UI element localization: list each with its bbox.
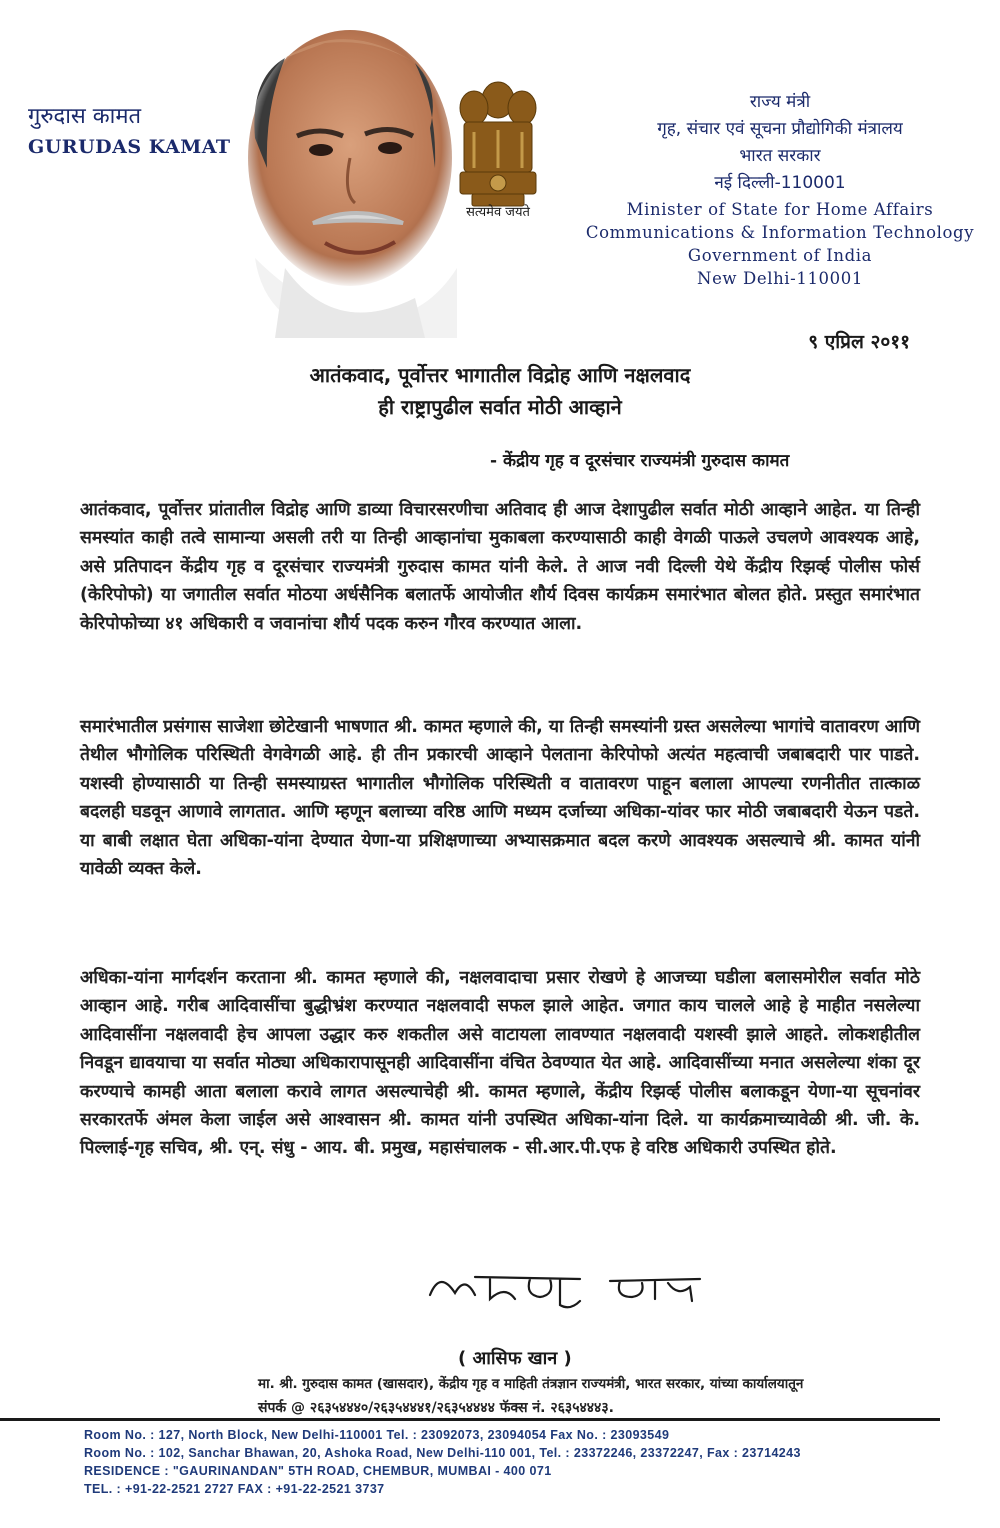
headline-line-1: आतंकवाद, पूर्वोत्तर भागातील विद्रोह आणि नक्षलवाद: [309, 363, 691, 387]
byline: - केंद्रीय गृह व दूरसंचार राज्यमंत्री गुरुदास कामत: [490, 451, 790, 471]
designation-english-line: Government of India: [687, 246, 873, 265]
designation-english-line: Communications & Information Technology: [585, 223, 975, 242]
portrait-photo: [225, 18, 457, 338]
emblem-motto: सत्यमेव जयते: [466, 205, 530, 220]
footer-address-line: TEL. : +91-22-2521 2727 FAX : +91-22-2521 3737: [84, 1482, 385, 1496]
designation-marathi-line: नई दिल्ली-110001: [714, 173, 846, 193]
designation-marathi-line: गृह, संचार एवं सूचना प्रौद्योगिकी मंत्रालय: [657, 119, 903, 139]
body-paragraph-1: आतंकवाद, पूर्वोत्तर प्रांतातील विद्रोह आणि डाव्या विचारसरणीचा अतिवाद ही आज देशापुढील सर्वात मोठी आव्हाने आहेत. या तिन्ही समस्यांत काही तत्वे सामान्या असली तरी या तिन्ही आव्हानांचा मुकाबला करण्यासाठी काही वेगळी पाऊले उचलणे आवश्यक आहे, असे प्रतिपादन केंद्रीय गृह व दूरसंचार राज्यमंत्री गुरुदास कामत यांनी केले. ते आज नवी दिल्ली येथे केंद्रीय रिझर्व्ह पोलीस फोर्स (केरिपोफो) या जगातील सर्वात मोठया अर्धसैनिक बलातर्फे आयोजीत शौर्य दिवस कार्यक्रम समारंभात बोलत होते. प्रस्तुत समारंभात केरिपोफोच्या ४१ अधिकारी व जवानांचा शौर्य पदक करुन गौरव करण्यात आला.: [80, 500, 920, 634]
name-marathi: गुरुदास कामत: [28, 104, 142, 129]
signatory-name: ( आसिफ खान ): [458, 1348, 572, 1369]
footer-divider: [0, 1418, 940, 1421]
contact-line: संपर्क @ २६३५४४४०/२६३५४४४१/२६३५४४४४ फॅक्स नं. २६३५४४४३.: [258, 1400, 614, 1416]
footer-address-line: Room No. : 127, North Block, New Delhi-110001 Tel. : 23092073, 23094054 Fax No. : 23093549: [84, 1428, 670, 1442]
body-paragraph-3: अधिका-यांना मार्गदर्शन करताना श्री. कामत म्हणाले की, नक्षलवादाचा प्रसार रोखणे हे आजच्या घडीला बलासमोरील सर्वात मोठे आव्हान आहे. गरीब आदिवासींचा बुद्धीभ्रंश करण्यात नक्षलवादी सफल झाले आहेत. जगात काय चालले आहे हे माहीत नसलेल्या आदिवासींना नक्षलवादी हेच आपला उद्धार करु शकतील असे वाटायला लावण्यात नक्षलवादी यशस्वी झाले आहते. लोकशहीतील निवडून द्यावयाचा या सर्वात मोठ्या अधिकारापासूनही आदिवासींना वंचित ठेवण्यात येत आहे. आदिवासींच्या मनात असलेल्या शंका दूर करण्याचे कामही आता बलाला करावे लागत असल्याचेही श्री. कामत म्हणाले, केंद्रीय रिझर्व्ह पोलीस बलाकडून येणा-या सूचनांवर सरकारतर्फे अंमल केला जाईल असे आश्वासन श्री. कामत यांनी उपस्थित अधिका-यांना दिले. या कार्यक्रमाच्यावेळी श्री. जी. के. पिल्लाई-गृह सचिव, श्री. एन्. संधु - आय. बी. प्रमुख, महासंचालक - सी.आर.पी.एफ हे वरिष्ठ अधिकारी उपस्थित होते.: [80, 968, 920, 1159]
designation-english-line: Minister of State for Home Affairs: [626, 200, 934, 219]
name-english: GURUDAS KAMAT: [28, 136, 231, 158]
office-line: मा. श्री. गुरुदास कामत (खासदार), केंद्रीय गृह व माहिती तंत्रज्ञान राज्यमंत्री, भारत सरकार, यांच्या कार्यालयातून: [258, 1376, 804, 1392]
footer-address-line: RESIDENCE : "GAURINANDAN" 5TH ROAD, CHEMBUR, MUMBAI - 400 071: [84, 1464, 552, 1478]
letter-date: ९ एप्रिल २०११: [808, 331, 910, 353]
footer-address-line: Room No. : 102, Sanchar Bhawan, 20, Ashoka Road, New Delhi-110 001, Tel. : 23372246, 23372247, Fax : 23714243: [84, 1446, 801, 1460]
body-paragraph-2: समारंभातील प्रसंगास साजेशा छोटेखानी भाषणात श्री. कामत म्हणाले की, या तिन्ही समस्यांनी ग्रस्त असलेल्या भागांचे वातावरण आणि तेथील भौगोलिक परिस्थिती वेगवेगळी आहे. ही तीन प्रकारची आव्हाने पेलताना केरिपोफो अत्यंत महत्वाची जबाबदारी पार पाडते. यशस्वी होण्यासाठी या तिन्ही समस्याग्रस्त भागातील भौगोलिक परिस्थिती व वातावरण पाहून बलाला आपल्या रणनीतीत तात्काळ बदलही घडवून आणावे लागतात. आणि म्हणून बलाच्या वरिष्ठ आणि मध्यम दर्जाच्या अधिका-यांवर फार मोठी जबाबदारी येऊन पडते. या बाबी लक्षात घेता अधिका-यांना देण्यात येणा-या प्रशिक्षणाच्या अभ्यासक्रमात बदल करणे आवश्यक असल्याचे श्री. कामत यांनी यावेळी व्यक्त केले.: [80, 717, 920, 880]
handwritten-signature: [420, 1265, 720, 1315]
designation-block: [560, 90, 1000, 290]
headline-line-2: ही राष्ट्रापुढील सर्वात मोठी आव्हाने: [378, 395, 622, 419]
designation-english-line: New Delhi-110001: [697, 269, 863, 288]
designation-marathi-line: भारत सरकार: [739, 146, 821, 166]
designation-marathi-line: राज्य मंत्री: [749, 92, 811, 112]
national-emblem: [452, 62, 544, 222]
